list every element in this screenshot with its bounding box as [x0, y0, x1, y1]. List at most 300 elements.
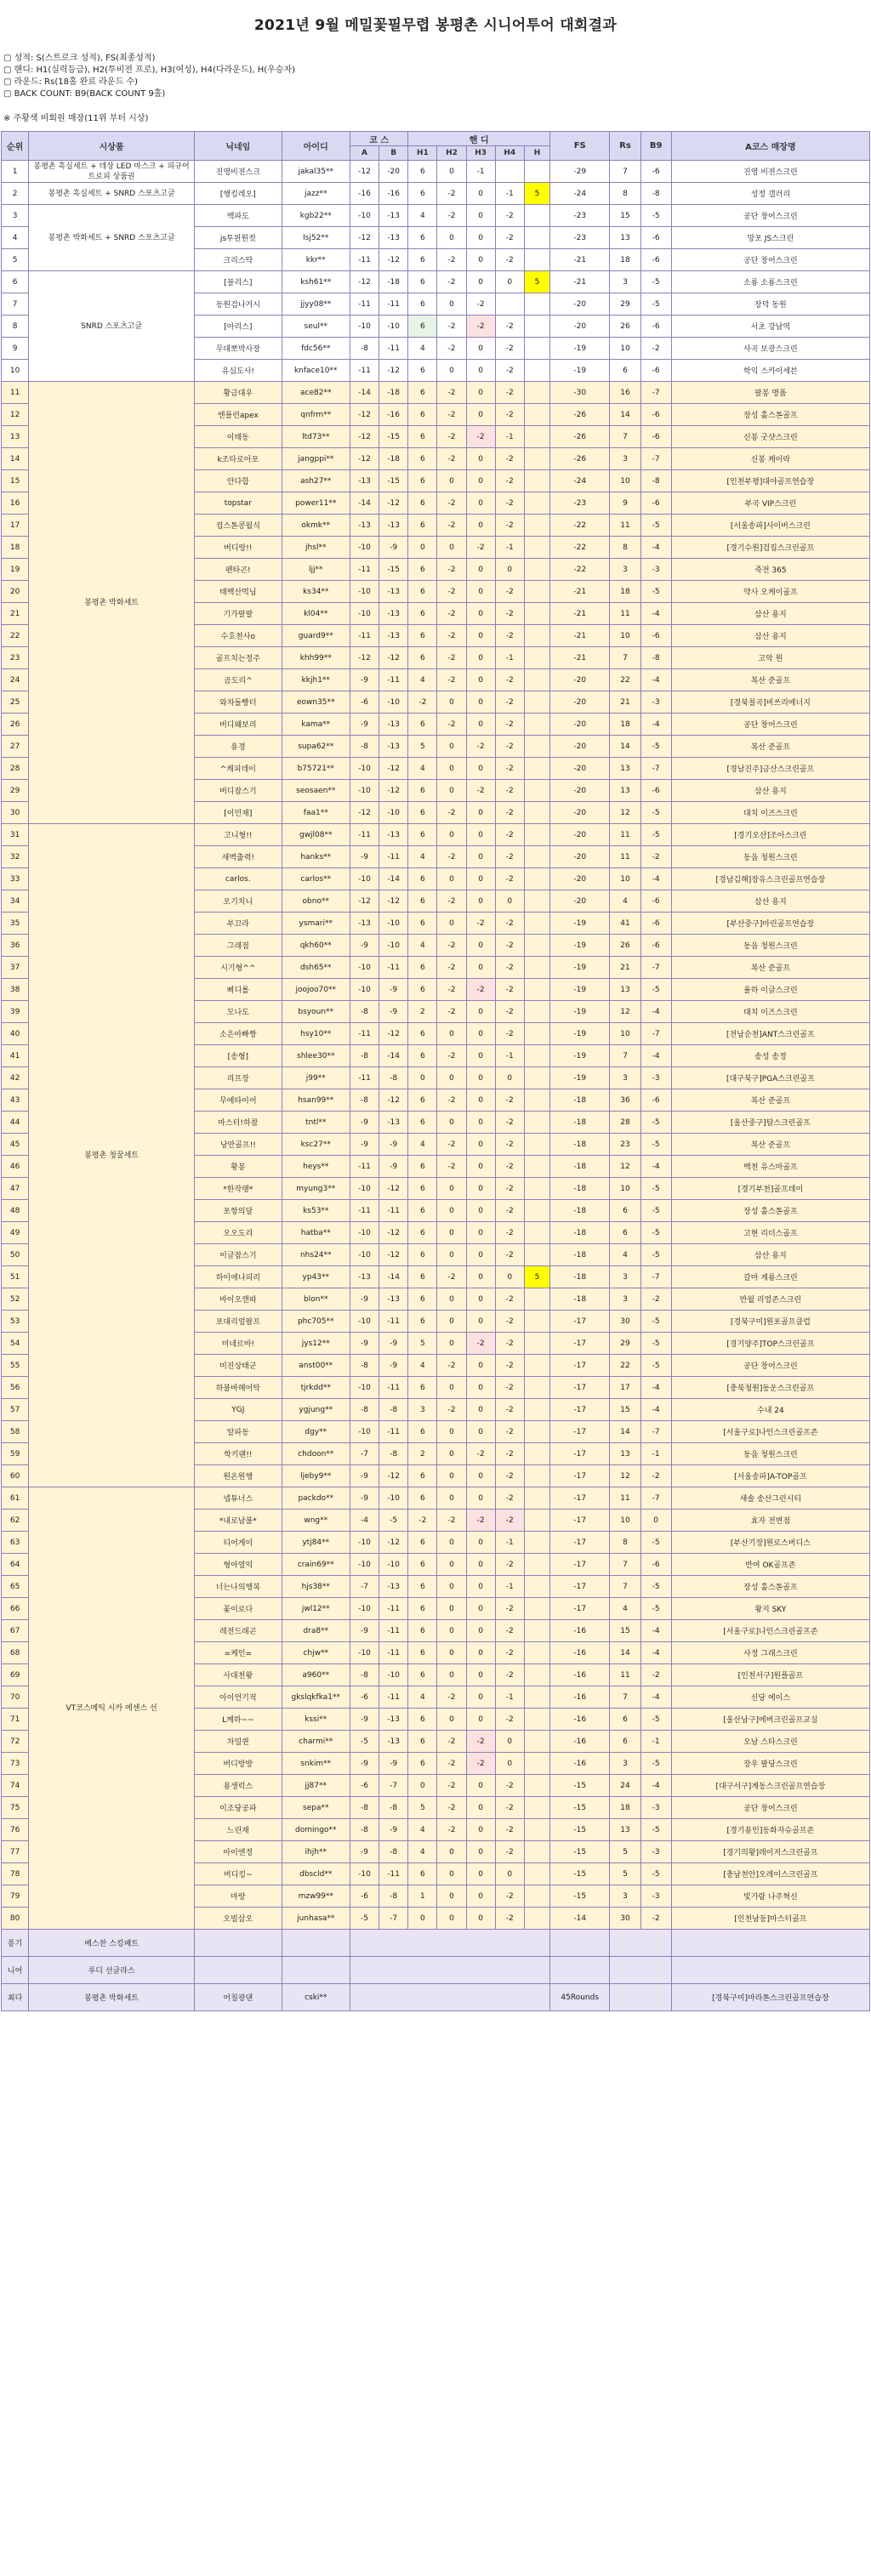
- prize-cell: SNRD 스포츠고글: [29, 271, 195, 382]
- rs-cell: 30: [610, 1908, 640, 1930]
- b9-cell: -6: [640, 316, 671, 338]
- id-cell: dsh65**: [282, 957, 350, 979]
- rs-cell: 3: [610, 1885, 640, 1908]
- prize-cell: 봉평촌 청꿀세트: [29, 824, 195, 1487]
- h3-cell: 0: [466, 1554, 495, 1576]
- h-cell: [524, 935, 549, 957]
- h4-cell: -2: [495, 1487, 524, 1510]
- rs-cell: 24: [610, 1775, 640, 1797]
- rs-cell: 11: [610, 603, 640, 625]
- course-a-cell: -8: [350, 1819, 379, 1841]
- h-cell: [524, 1620, 549, 1642]
- id-cell: ltd73**: [282, 426, 350, 448]
- rs-cell: 10: [610, 1023, 640, 1045]
- id-cell: obno**: [282, 890, 350, 913]
- h2-cell: -2: [437, 647, 466, 669]
- header-b9: B9: [640, 132, 671, 161]
- nickname-cell: [블리스]: [195, 271, 282, 293]
- course-a-cell: -10: [350, 1642, 379, 1664]
- b9-cell: -5: [640, 293, 671, 316]
- course-a-cell: -11: [350, 1156, 379, 1178]
- course-b-cell: -15: [379, 559, 408, 581]
- venue-cell: 오남 스타스크린: [671, 1731, 869, 1753]
- h-cell: [524, 691, 549, 714]
- course-a-cell: -11: [350, 293, 379, 316]
- h1-cell: 6: [408, 581, 437, 603]
- h2-cell: -2: [437, 957, 466, 979]
- id-cell: joojoo70**: [282, 979, 350, 1001]
- venue-cell: 성정 갤러리: [671, 183, 869, 205]
- header-id: 아이디: [282, 132, 350, 161]
- h1-cell: 6: [408, 1045, 437, 1067]
- h1-cell: 6: [408, 1023, 437, 1045]
- rs-cell: 3: [610, 1288, 640, 1311]
- id-cell: phc705**: [282, 1311, 350, 1333]
- award-venue: [경북구미]마라톤스크린골프연습장: [671, 1984, 869, 2011]
- rank-cell: 45: [2, 1134, 29, 1156]
- rs-cell: 18: [610, 581, 640, 603]
- h1-cell: 6: [408, 1288, 437, 1311]
- rank-cell: 79: [2, 1885, 29, 1908]
- nickname-cell: 소은아빠짱: [195, 1023, 282, 1045]
- rs-cell: 14: [610, 404, 640, 426]
- h-cell: [524, 1863, 549, 1885]
- course-a-cell: -5: [350, 1731, 379, 1753]
- nickname-cell: 삐디롤: [195, 979, 282, 1001]
- h4-cell: -1: [495, 1532, 524, 1554]
- h4-cell: 0: [495, 890, 524, 913]
- venue-cell: 삼산 용지: [671, 625, 869, 647]
- h4-cell: -1: [495, 537, 524, 559]
- rank-cell: 76: [2, 1819, 29, 1841]
- nickname-cell: YGJ: [195, 1399, 282, 1421]
- h2-cell: -2: [437, 1686, 466, 1709]
- h4-cell: [495, 293, 524, 316]
- venue-cell: 왕지 SKY: [671, 1598, 869, 1620]
- nickname-cell: [송형]: [195, 1045, 282, 1067]
- course-b-cell: -13: [379, 1112, 408, 1134]
- rs-cell: 6: [610, 1731, 640, 1753]
- rs-cell: 21: [610, 957, 640, 979]
- nickname-cell: 기가팔팔: [195, 603, 282, 625]
- venue-cell: 학익 스카이세븐: [671, 360, 869, 382]
- h4-cell: -2: [495, 957, 524, 979]
- h1-cell: 4: [408, 1686, 437, 1709]
- h2-cell: 0: [437, 1112, 466, 1134]
- h1-cell: 6: [408, 1731, 437, 1753]
- h-cell: [524, 868, 549, 890]
- b9-cell: 0: [640, 1510, 671, 1532]
- course-b-cell: -9: [379, 1355, 408, 1377]
- h2-cell: -2: [437, 1156, 466, 1178]
- h2-cell: -2: [437, 1753, 466, 1775]
- fs-cell: -15: [550, 1863, 610, 1885]
- id-cell: fdc56**: [282, 338, 350, 360]
- rs-cell: 26: [610, 316, 640, 338]
- table-row: [2, 205, 870, 227]
- h1-cell: 6: [408, 780, 437, 802]
- course-a-cell: -6: [350, 1686, 379, 1709]
- id-cell: ksc27**: [282, 1134, 350, 1156]
- id-cell: jazz**: [282, 183, 350, 205]
- b9-cell: -6: [640, 625, 671, 647]
- h1-cell: 6: [408, 868, 437, 890]
- course-b-cell: -12: [379, 890, 408, 913]
- h-cell: [524, 913, 549, 935]
- award-prize: 베스찬 스킹패트: [29, 1930, 195, 1957]
- nickname-cell: 무대뽀박사장: [195, 338, 282, 360]
- id-cell: eown35**: [282, 691, 350, 714]
- header-course: 코 스: [350, 132, 407, 146]
- h2-cell: 0: [437, 868, 466, 890]
- h-cell: [524, 1443, 549, 1465]
- legend-handicap: ▢ 핸디: H1(실력등급), H2(투비전 프로), H3(여성), H4(다라운드), H(우승자): [3, 65, 296, 75]
- rank-cell: 74: [2, 1775, 29, 1797]
- h1-cell: 0: [408, 537, 437, 559]
- rank-cell: 43: [2, 1089, 29, 1112]
- h1-cell: 0: [408, 1775, 437, 1797]
- course-b-cell: -13: [379, 205, 408, 227]
- h3-cell: 0: [466, 515, 495, 537]
- b9-cell: -1: [640, 1731, 671, 1753]
- id-cell: jangppi**: [282, 448, 350, 470]
- rs-cell: 18: [610, 1797, 640, 1819]
- id-cell: seul**: [282, 316, 350, 338]
- rs-cell: 12: [610, 1001, 640, 1023]
- header-handicap: 핸 디: [408, 132, 550, 146]
- b9-cell: -7: [640, 1487, 671, 1510]
- header-fs: FS: [550, 132, 610, 161]
- header-venue: A코스 매장명: [671, 132, 869, 161]
- h-cell: [524, 625, 549, 647]
- fs-cell: -19: [550, 1067, 610, 1089]
- nickname-cell: 백파도: [195, 205, 282, 227]
- award-empty-rs: [610, 1930, 671, 1957]
- course-b-cell: -13: [379, 625, 408, 647]
- fs-cell: -19: [550, 338, 610, 360]
- h3-cell: 0: [466, 1399, 495, 1421]
- h-cell: [524, 227, 549, 249]
- h2-cell: -2: [437, 316, 466, 338]
- course-a-cell: -10: [350, 1377, 379, 1399]
- rs-cell: 7: [610, 647, 640, 669]
- nickname-cell: 넵튜너스: [195, 1487, 282, 1510]
- page-title: 2021년 9월 메밀꽃필무렵 봉평촌 시니어투어 대회결과: [253, 17, 618, 34]
- venue-cell: 신봉 굿샷스크린: [671, 426, 869, 448]
- h3-cell: 0: [466, 1841, 495, 1863]
- course-b-cell: -13: [379, 227, 408, 249]
- h1-cell: 6: [408, 647, 437, 669]
- id-cell: a960**: [282, 1664, 350, 1686]
- b9-cell: -4: [640, 1775, 671, 1797]
- course-a-cell: -10: [350, 537, 379, 559]
- nickname-cell: 낭만골프!!: [195, 1134, 282, 1156]
- h-cell: [524, 957, 549, 979]
- h3-cell: 0: [466, 824, 495, 846]
- course-b-cell: -13: [379, 736, 408, 758]
- h4-cell: -2: [495, 868, 524, 890]
- rank-cell: 56: [2, 1377, 29, 1399]
- h-cell: [524, 802, 549, 824]
- fs-cell: -16: [550, 1664, 610, 1686]
- fs-cell: -15: [550, 1819, 610, 1841]
- h4-cell: -2: [495, 1642, 524, 1664]
- venue-cell: [전남순천]ANT스크린골프: [671, 1023, 869, 1045]
- nickname-cell: 황금대우: [195, 382, 282, 404]
- h2-cell: 0: [437, 1377, 466, 1399]
- h2-cell: 0: [437, 1532, 466, 1554]
- h3-cell: 0: [466, 249, 495, 271]
- course-b-cell: -13: [379, 603, 408, 625]
- h3-cell: 0: [466, 470, 495, 492]
- course-b-cell: -12: [379, 647, 408, 669]
- h3-cell: 0: [466, 205, 495, 227]
- rs-cell: 29: [610, 1333, 640, 1355]
- rank-cell: 24: [2, 669, 29, 691]
- h4-cell: -2: [495, 360, 524, 382]
- h-cell: [524, 1045, 549, 1067]
- rs-cell: 3: [610, 1753, 640, 1775]
- h-cell: [524, 1200, 549, 1222]
- fs-cell: -16: [550, 1709, 610, 1731]
- fs-cell: -18: [550, 1156, 610, 1178]
- h1-cell: 6: [408, 1532, 437, 1554]
- h4-cell: 0: [495, 1266, 524, 1288]
- results-body: [2, 161, 870, 1930]
- fs-cell: -22: [550, 559, 610, 581]
- nickname-cell: 버디방방: [195, 1753, 282, 1775]
- h2-cell: 0: [437, 1311, 466, 1333]
- prize-cell: 봉평촌 박화세트 + SNRD 스포츠고글: [29, 205, 195, 271]
- rank-cell: 38: [2, 979, 29, 1001]
- h2-cell: -2: [437, 1797, 466, 1819]
- rank-cell: 29: [2, 780, 29, 802]
- h1-cell: 5: [408, 1333, 437, 1355]
- b9-cell: -7: [640, 448, 671, 470]
- nickname-cell: 오오도리: [195, 1222, 282, 1244]
- course-a-cell: -12: [350, 404, 379, 426]
- nickname-cell: 유심도사!: [195, 360, 282, 382]
- id-cell: supa62**: [282, 736, 350, 758]
- h3-cell: 0: [466, 1089, 495, 1112]
- venue-cell: [경기부천]골프데이: [671, 1178, 869, 1200]
- course-b-cell: -8: [379, 1067, 408, 1089]
- venue-cell: 복산 준골프: [671, 669, 869, 691]
- header-nickname: 닉네임: [195, 132, 282, 161]
- rank-cell: 70: [2, 1686, 29, 1709]
- course-b-cell: -7: [379, 1908, 408, 1930]
- h2-cell: -2: [437, 979, 466, 1001]
- h4-cell: -2: [495, 1841, 524, 1863]
- h4-cell: -2: [495, 1443, 524, 1465]
- nickname-cell: 그래점: [195, 935, 282, 957]
- b9-cell: -5: [640, 979, 671, 1001]
- h2-cell: 0: [437, 1333, 466, 1355]
- nickname-cell: 차밀퀸: [195, 1731, 282, 1753]
- course-b-cell: -9: [379, 979, 408, 1001]
- nickname-cell: 시기형^^: [195, 957, 282, 979]
- rs-cell: 3: [610, 559, 640, 581]
- h3-cell: 0: [466, 448, 495, 470]
- fs-cell: -18: [550, 1200, 610, 1222]
- venue-cell: 장성 홀스톤골프: [671, 1200, 869, 1222]
- rank-cell: 15: [2, 470, 29, 492]
- h2-cell: 0: [437, 913, 466, 935]
- rank-cell: 34: [2, 890, 29, 913]
- course-b-cell: -11: [379, 1642, 408, 1664]
- h-cell: [524, 448, 549, 470]
- nickname-cell: 모나도: [195, 1001, 282, 1023]
- course-b-cell: -11: [379, 1598, 408, 1620]
- rank-cell: 68: [2, 1642, 29, 1664]
- award-rounds: [550, 1930, 610, 1957]
- rs-cell: 10: [610, 470, 640, 492]
- h1-cell: -2: [408, 1510, 437, 1532]
- rank-cell: 17: [2, 515, 29, 537]
- award-rounds: [550, 1957, 610, 1984]
- h4-cell: -2: [495, 470, 524, 492]
- h2-cell: 0: [437, 736, 466, 758]
- h-cell: [524, 360, 549, 382]
- h3-cell: 0: [466, 1686, 495, 1709]
- nickname-cell: 티어게이: [195, 1532, 282, 1554]
- h4-cell: -1: [495, 426, 524, 448]
- rank-cell: 58: [2, 1421, 29, 1443]
- award-rounds: 45Rounds: [550, 1984, 610, 2011]
- venue-cell: [서울구로]나인스크린골프존: [671, 1620, 869, 1642]
- h-cell: [524, 1001, 549, 1023]
- rank-cell: 28: [2, 758, 29, 780]
- h3-cell: 0: [466, 1134, 495, 1156]
- b9-cell: -7: [640, 1421, 671, 1443]
- nickname-cell: 컵스톤콩월식: [195, 515, 282, 537]
- h1-cell: 6: [408, 293, 437, 316]
- course-b-cell: -9: [379, 1156, 408, 1178]
- h4-cell: -1: [495, 647, 524, 669]
- rank-cell: 59: [2, 1443, 29, 1465]
- rs-cell: 11: [610, 824, 640, 846]
- h1-cell: 5: [408, 736, 437, 758]
- nickname-cell: 무에타이어: [195, 1089, 282, 1112]
- rank-cell: 20: [2, 581, 29, 603]
- h-cell: [524, 316, 549, 338]
- h3-cell: 0: [466, 691, 495, 714]
- h3-cell: 0: [466, 581, 495, 603]
- h4-cell: -2: [495, 1709, 524, 1731]
- b9-cell: -4: [640, 1045, 671, 1067]
- h3-cell: 0: [466, 1885, 495, 1908]
- id-cell: blon**: [282, 1288, 350, 1311]
- venue-cell: 율하 이글스크린: [671, 979, 869, 1001]
- h3-cell: -2: [466, 316, 495, 338]
- h2-cell: 0: [437, 1067, 466, 1089]
- course-b-cell: -9: [379, 1819, 408, 1841]
- course-b-cell: -11: [379, 293, 408, 316]
- fs-cell: -20: [550, 293, 610, 316]
- h-cell: [524, 382, 549, 404]
- h-cell: [524, 1664, 549, 1686]
- course-a-cell: -11: [350, 1200, 379, 1222]
- h-cell: [524, 1753, 549, 1775]
- id-cell: gwjl08**: [282, 824, 350, 846]
- venue-cell: [경기수원]검집스크린골프: [671, 537, 869, 559]
- course-b-cell: -13: [379, 714, 408, 736]
- fs-cell: -19: [550, 957, 610, 979]
- rs-cell: 6: [610, 360, 640, 382]
- h2-cell: 0: [437, 1664, 466, 1686]
- nickname-cell: 사대천왕: [195, 1664, 282, 1686]
- course-b-cell: -16: [379, 183, 408, 205]
- venue-cell: [대구북구]PGA스크린골프: [671, 1067, 869, 1089]
- fs-cell: -15: [550, 1797, 610, 1819]
- course-a-cell: -11: [350, 625, 379, 647]
- h2-cell: -2: [437, 205, 466, 227]
- course-b-cell: -12: [379, 1023, 408, 1045]
- nickname-cell: k조타로아포: [195, 448, 282, 470]
- h-cell: [524, 1222, 549, 1244]
- table-row: [2, 161, 870, 183]
- h2-cell: 0: [437, 780, 466, 802]
- rank-cell: 65: [2, 1576, 29, 1598]
- id-cell: hanks**: [282, 846, 350, 868]
- course-b-cell: -10: [379, 1554, 408, 1576]
- course-a-cell: -10: [350, 581, 379, 603]
- h4-cell: -2: [495, 515, 524, 537]
- id-cell: khh99**: [282, 647, 350, 669]
- h2-cell: -2: [437, 846, 466, 868]
- fs-cell: -29: [550, 161, 610, 183]
- rank-cell: 22: [2, 625, 29, 647]
- fs-cell: -20: [550, 758, 610, 780]
- rank-cell: 63: [2, 1532, 29, 1554]
- venue-cell: 고악 원: [671, 647, 869, 669]
- h4-cell: -2: [495, 1333, 524, 1355]
- h-cell: [524, 293, 549, 316]
- results-footer: [2, 1930, 870, 2011]
- fs-cell: -20: [550, 780, 610, 802]
- award-empty-rs: [610, 1957, 671, 1984]
- rs-cell: 13: [610, 1819, 640, 1841]
- h2-cell: -2: [437, 625, 466, 647]
- rank-cell: 7: [2, 293, 29, 316]
- course-a-cell: -9: [350, 669, 379, 691]
- rs-cell: 7: [610, 1554, 640, 1576]
- course-b-cell: -5: [379, 1510, 408, 1532]
- h-cell: [524, 1841, 549, 1863]
- nickname-cell: 형아열익: [195, 1554, 282, 1576]
- id-cell: ace82**: [282, 382, 350, 404]
- rs-cell: 29: [610, 293, 640, 316]
- id-cell: jwl12**: [282, 1598, 350, 1620]
- rank-cell: 21: [2, 603, 29, 625]
- h1-cell: 6: [408, 1200, 437, 1222]
- h2-cell: -2: [437, 802, 466, 824]
- course-a-cell: -10: [350, 1554, 379, 1576]
- rank-cell: 41: [2, 1045, 29, 1067]
- h4-cell: -2: [495, 404, 524, 426]
- h1-cell: 6: [408, 492, 437, 515]
- h1-cell: 6: [408, 1620, 437, 1642]
- id-cell: ihjh**: [282, 1841, 350, 1863]
- h2-cell: 0: [437, 824, 466, 846]
- nickname-cell: 펜타곤!: [195, 559, 282, 581]
- rank-cell: 12: [2, 404, 29, 426]
- id-cell: sepa**: [282, 1797, 350, 1819]
- rs-cell: 3: [610, 271, 640, 293]
- b9-cell: -5: [640, 1576, 671, 1598]
- rank-cell: 67: [2, 1620, 29, 1642]
- h4-cell: 0: [495, 1731, 524, 1753]
